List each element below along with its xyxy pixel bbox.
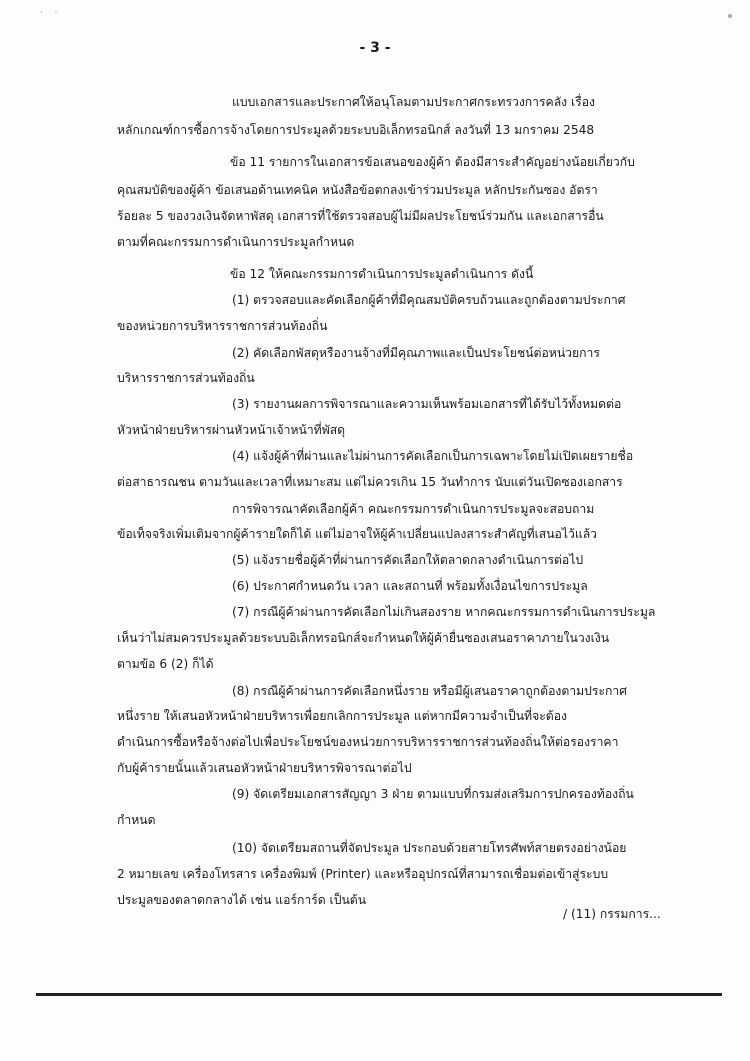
footer-rule [36, 993, 722, 996]
list-item-cont: 2 หมายเลข เครื่องโทรสาร เครื่องพิมพ์ (Printer) และหรืออุปกรณ์ที่สามารถเชื่อมต่อเข้าสู่ระบบ [117, 867, 609, 881]
paragraph-line: ตามที่คณะกรรมการดำเนินการประมูลกำหนด [117, 235, 355, 249]
list-item: (2) คัดเลือกพัสดุหรืองานจ้างที่มีคุณภาพและเป็นประโยชน์ต่อหน่วยการ [232, 346, 600, 360]
list-item-cont: ต่อสาธารณชน ตามวันและเวลาที่เหมาะสม แต่ไม่ควรเกิน 15 วันทำการ นับแต่วันเปิดซองเอกสาร [117, 475, 623, 489]
scan-artifact-dot [728, 14, 732, 18]
paragraph-line: ร้อยละ 5 ของวงเงินจัดหาพัสดุ เอกสารที่ใช้ตรวจสอบผู้ไม่มีผลประโยชน์ร่วมกัน และเอกสารอื่น [117, 209, 604, 223]
list-item-cont: หนึ่งราย ให้เสนอหัวหน้าฝ่ายบริหารเพื่อยกเลิกการประมูล แต่หากมีความจำเป็นที่จะต้อง [117, 709, 567, 723]
page-number: - 3 - [359, 40, 391, 56]
paragraph-line: คุณสมบัติของผู้ค้า ข้อเสนอด้านเทคนิค หนังสือข้อตกลงเข้าร่วมประมูล หลักประกันซอง อัตรา [117, 183, 598, 197]
list-item: (10) จัดเตรียมสถานที่จัดประมูล ประกอบด้วยสายโทรศัพท์สายตรงอย่างน้อย [232, 841, 627, 855]
list-item: (6) ประกาศกำหนดวัน เวลา และสถานที่ พร้อมทั้งเงื่อนไขการประมูล [232, 579, 588, 593]
list-item-cont: บริหารราชการส่วนท้องถิ่น [117, 371, 255, 385]
clause-11-heading: ข้อ 11 รายการในเอกสารข้อเสนอของผู้ค้า ต้องมีสาระสำคัญอย่างน้อยเกี่ยวกับ [230, 155, 635, 169]
list-item: (4) แจ้งผู้ค้าที่ผ่านและไม่ผ่านการคัดเลือกเป็นการเฉพาะโดยไม่เปิดเผยรายชื่อ [232, 449, 634, 463]
paragraph-line: แบบเอกสารและประกาศให้อนุโลมตามประกาศกระทรวงการคลัง เรื่อง [232, 95, 595, 109]
list-item: (7) กรณีผู้ค้าผ่านการคัดเลือกไม่เกินสองราย หากคณะกรรมการดำเนินการประมูล [232, 605, 656, 619]
paragraph-line: หลักเกณฑ์การซื้อการจ้างโดยการประมูลด้วยระบบอิเล็กทรอนิกส์ ลงวันที่ 13 มกราคม 2548 [117, 123, 595, 137]
list-item-cont: ข้อเท็จจริงเพิ่มเติมจากผู้ค้ารายใดก็ได้ แต่ไม่อาจให้ผู้ค้าเปลี่ยนแปลงสาระสำคัญที่เสนอไว้แล้ว [117, 527, 598, 541]
scan-artifact: · · [40, 8, 62, 19]
list-item-cont: ตามข้อ 6 (2) ก็ได้ [117, 657, 214, 671]
list-item-cont: เห็นว่าไม่สมควรประมูลด้วยระบบอิเล็กทรอนิกส์จะกำหนดให้ผู้ค้ายื่นซองเสนอราคาภายในวงเงิน [117, 631, 610, 645]
clause-12-heading: ข้อ 12 ให้คณะกรรมการดำเนินการประมูลดำเนินการ ดังนี้ [230, 267, 534, 281]
list-item-cont: ประมูลของตลาดกลางได้ เช่น แอร์การ์ด เป็นต้น [117, 893, 367, 907]
list-item-cont: กำหนด [117, 813, 156, 827]
list-item-cont: ดำเนินการซื้อหรือจ้างต่อไปเพื่อประโยชน์ของหน่วยการบริหารราชการส่วนท้องถิ่นให้ต่อรองราคา [117, 735, 619, 749]
list-item-cont: การพิจารณาคัดเลือกผู้ค้า คณะกรรมการดำเนินการประมูลจะสอบถาม [232, 502, 595, 516]
list-item: (8) กรณีผู้ค้าผ่านการคัดเลือกหนึ่งราย หรือมีผู้เสนอราคาถูกต้องตามประกาศ [232, 684, 627, 698]
continuation-note: / (11) กรรมการ... [563, 907, 661, 921]
list-item: (5) แจ้งรายชื่อผู้ค้าที่ผ่านการคัดเลือกให้ตลาดกลางดำเนินการต่อไป [232, 553, 584, 567]
list-item-cont: ของหน่วยการบริหารราชการส่วนท้องถิ่น [117, 319, 328, 333]
list-item: (3) รายงานผลการพิจารณาและความเห็นพร้อมเอกสารที่ได้รับไว้ทั้งหมดต่อ [232, 397, 622, 411]
list-item-cont: หัวหน้าฝ่ายบริหารผ่านหัวหน้าเจ้าหน้าที่พัสดุ [117, 423, 346, 437]
list-item-cont: กับผู้ค้ารายนั้นแล้วเสนอหัวหน้าฝ่ายบริหารพิจารณาต่อไป [117, 761, 412, 775]
list-item: (1) ตรวจสอบและคัดเลือกผู้ค้าที่มีคุณสมบัติครบถ้วนและถูกต้องตามประกาศ [232, 293, 626, 307]
list-item: (9) จัดเตรียมเอกสารสัญญา 3 ฝ่าย ตามแบบที่กรมส่งเสริมการปกครองท้องถิ่น [232, 787, 634, 801]
